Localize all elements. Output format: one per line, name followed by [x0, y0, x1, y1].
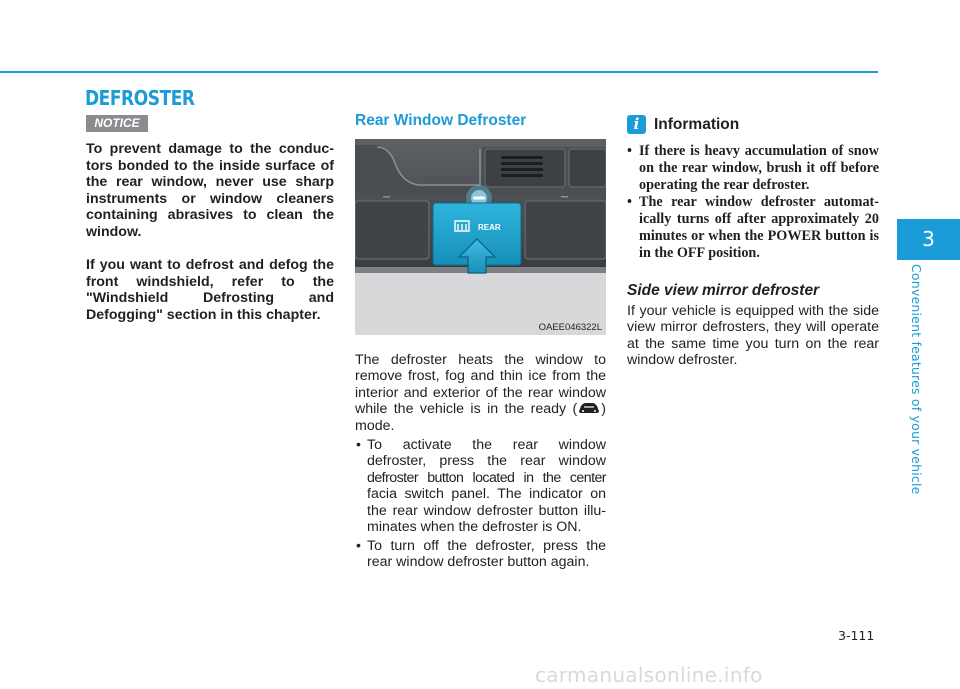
notice-paragraph-1: To prevent damage to the conduc-tors bonded to the inside surface of the rear window, never use sharp instruments or window cleaners containing abrasives to clean the window. — [86, 141, 334, 240]
bullet-line: To activate the rear window — [367, 437, 606, 453]
side-mirror-body: If your vehicle is equipped with the side view mirror defrosters, they will operate at the same time you turn on the rear window defroster. — [627, 303, 879, 369]
header-rule — [0, 71, 878, 73]
notice-badge: NOTICE — [86, 115, 148, 132]
defroster-intro: The defroster heats the window to remove frost, fog and thin ice from the interior and exterior of the rear window while the vehicle is in the ready ( ) mode. — [355, 352, 606, 434]
bullet-line: defroster, press the rear window — [367, 453, 606, 470]
activate-bullet: • To activate the rear window defroster, press the rear window defroster button located in the center facia switch panel. The indicator on the rear window defroster button illu- minates when the defroster is ON. — [356, 437, 606, 536]
info-bullet-2: • The rear window defroster automat-ically turns off after approximately 20 minutes or when the POWER button is in the OFF position. — [627, 194, 879, 261]
bullet-line: defroster button located in the center — [367, 469, 606, 486]
side-mirror-heading: Side view mirror defroster — [627, 282, 820, 299]
information-icon: i — [627, 115, 646, 134]
rear-defroster-heading: Rear Window Defroster — [355, 112, 527, 129]
bullet-line: the rear window defroster button illu- — [367, 502, 606, 519]
notice-paragraph-2: If you want to defrost and defog the front windshield, refer to the "Windshield Defrosting and Defogging" section in this chapter. — [86, 257, 334, 323]
page-number: 3-111 — [838, 628, 875, 643]
turn-off-bullet: • To turn off the defroster, press the rear window defroster button again. — [356, 538, 606, 571]
chapter-number-tab: 3 — [897, 219, 960, 260]
switch-panel-illustration — [355, 139, 606, 335]
figure-caption: OAEE046322L — [538, 322, 602, 333]
ready-car-icon — [577, 401, 601, 415]
bullet-line: facia switch panel. The indicator on — [367, 486, 606, 503]
info-bullet-1: • If there is heavy accumulation of snow on the rear window, brush it off before operating the rear defroster. — [627, 143, 879, 193]
section-title: DEFROSTER — [85, 86, 195, 110]
chapter-title: Convenient features of your vehicle — [909, 264, 924, 495]
watermark: carmanualsonline.info — [535, 663, 763, 687]
defroster-button-figure — [355, 139, 606, 335]
rear-button-label: REAR — [478, 223, 501, 232]
information-title: Information — [654, 116, 740, 133]
bullet-line: minates when the defroster is ON. — [367, 519, 582, 536]
